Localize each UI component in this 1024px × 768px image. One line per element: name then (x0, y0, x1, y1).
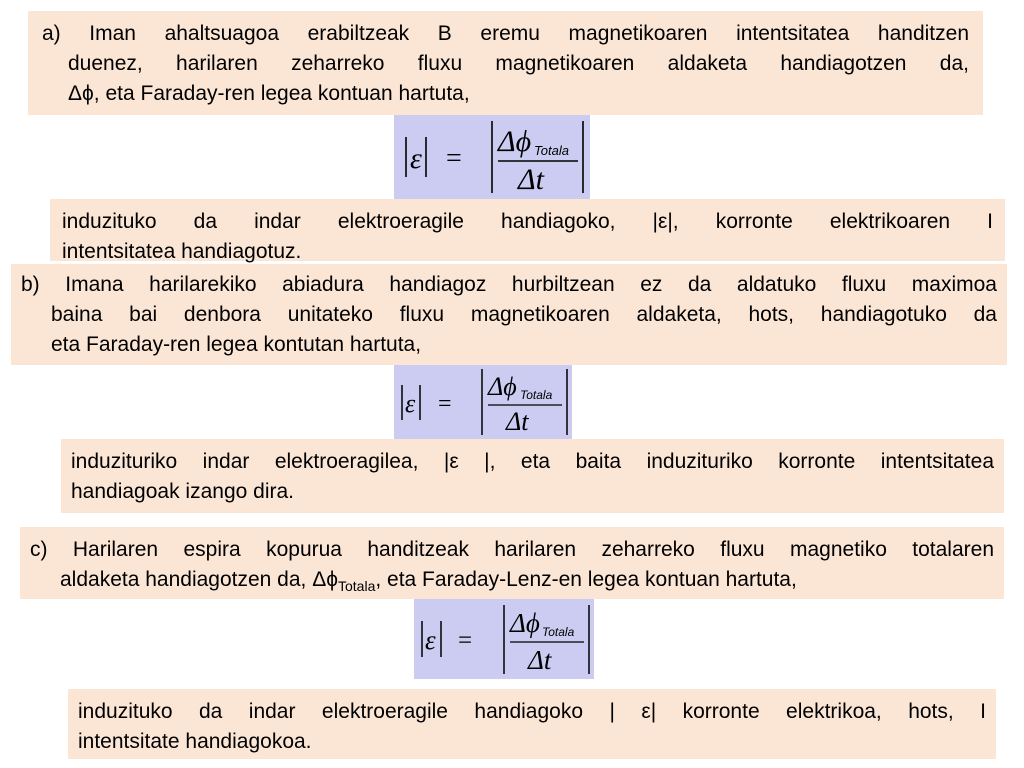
part-b-result (61, 439, 1004, 513)
part-a-result-line-1: induzituko da indar elektroeragile handiagoko, |ε|, korronte elektrikoaren I (62, 210, 993, 233)
part-c-intro-line-2 (30, 565, 994, 601)
part-a-intro-line-3: Δϕ, eta Faraday-ren legea kontuan hartuta, (68, 82, 470, 105)
part-a-formula-eq: = (446, 143, 462, 174)
svg-text:ε: ε (425, 625, 436, 655)
part-c-formula-numerator: Δϕ (510, 608, 540, 638)
svg-text:ε: ε (410, 142, 422, 175)
part-a-formula-denominator: Δt (518, 163, 544, 196)
part-c-intro-line-2-sub: Totala (338, 578, 376, 595)
part-a-intro (28, 11, 983, 115)
part-c-result-line-1: induzituko da indar elektroeragile handiagoko | ε| korronte elektrikoa, hots, I (78, 700, 986, 723)
part-a-result-line-2: intentsitatea handiagotuz. (62, 240, 302, 263)
part-c-intro-line-1: c) Harilaren espira kopurua handitzeak harilaren zeharreko fluxu magnetiko totalaren (30, 538, 994, 561)
part-a-intro-line-2: duenez, harilaren zeharreko fluxu magnetikoaren aldaketa handiagotzen da, (68, 52, 969, 75)
part-c-intro-line-2-after: , eta Faraday-Lenz-en legea kontuan hartuta, (375, 568, 797, 591)
part-c-intro (20, 527, 1004, 599)
part-c-formula-eq: = (458, 627, 473, 654)
part-b-formula-denominator: Δt (506, 407, 529, 436)
part-c-formula-denominator: Δt (528, 645, 552, 675)
part-c-formula (414, 599, 594, 679)
part-a-formula-numerator: Δϕ (498, 125, 532, 158)
part-c-result-line-2: intentsitate handiagokoa. (78, 730, 312, 753)
part-b-formula-subscript: Totala (520, 388, 553, 402)
part-b-result-line-1: induzituriko indar elektroeragilea, |ε |, eta baita induzituriko korronte intentsitatea (71, 450, 994, 473)
part-c-formula-svg (414, 599, 594, 679)
part-a-formula-subscript: Totala (534, 143, 569, 158)
part-b-formula-svg (394, 365, 572, 439)
part-b-intro-line-3: eta Faraday-ren legea kontutan hartuta, (51, 333, 422, 356)
part-a-formula-svg (394, 115, 590, 199)
part-b-formula-eq: = (438, 391, 452, 417)
part-c-result (68, 689, 996, 759)
part-b-formula (394, 365, 572, 439)
part-a-intro-line-1: a) Iman ahaltsuagoa erabiltzeak B eremu magnetikoaren intentsitatea handitzen (42, 22, 969, 45)
part-c-formula-subscript: Totala (542, 625, 575, 639)
part-a-result (50, 199, 1005, 261)
part-b-formula-numerator: Δϕ (488, 372, 517, 401)
svg-text:ε: ε (405, 389, 416, 418)
part-b-intro-line-2: baina bai denbora unitateko fluxu magnetikoaren aldaketa, hots, handiagotuko da (51, 303, 997, 326)
part-b-intro (11, 264, 1007, 365)
part-b-intro-line-1: b) Imana harilarekiko abiadura handiagoz hurbiltzean ez da aldatuko fluxu maximoa (21, 273, 997, 296)
part-a-formula (394, 115, 590, 199)
part-c-intro-line-2-before: aldaketa handiagotzen da, Δϕ (60, 568, 338, 591)
part-b-result-line-2: handiagoak izango dira. (71, 480, 295, 503)
